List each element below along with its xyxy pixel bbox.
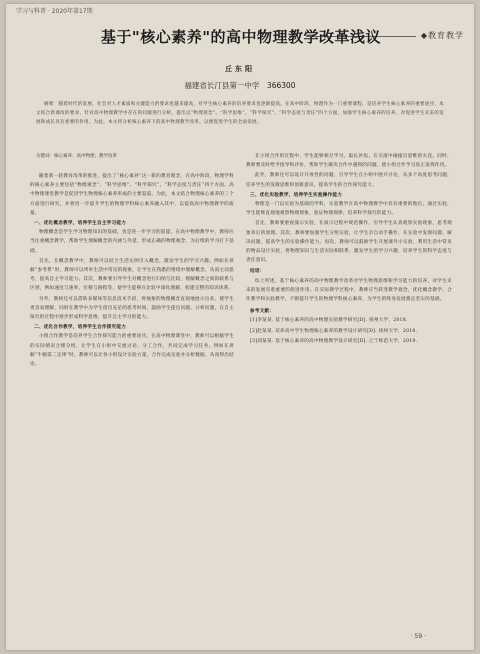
abstract: 摘要：随着时代的发展，社会对人才素质和关键能力的要求也越来越高，对学生核心素养的培养要求也逐渐提高。在高中阶段，物理作为一门重要课程，是培养学生核心素养的重要途径，本文结合新课改的要求，针对高中物理教学中存在的问题进行分析，提出以“物理观念”、“科学思维”、“科学探究”、“科学态度与责任”四个方面，加强学生核心素养的培养，对促进学生未来的发展和成长具有重要的作用。为此，本文将分析核心素养下的高中物理教学改革，以便促进学生的全面发展。 xyxy=(36,102,444,125)
article-author: 丘东阳 xyxy=(225,64,255,73)
section1-paragraph: 首先，在概念教学中，教师可以结合生活实例引入概念，激发学生的学习兴趣。例如在讲解“参考系”时，教师可以列举生活中常见的现象，让学生在熟悉的情境中理解概念，从而主动思考，提高自主学习能力。其次，教师要引导学生对概念进行归纳与比较，理解概念之间的联系与区别，例如速度与速率、位移与路程等，使学生能够在比较中深化理解，构建完整的知识体系。 xyxy=(30,258,234,292)
reference-item: [3]刘某某. 基于核心素养的高中物理教学设计研究[D]. 辽宁师范大学，2019. xyxy=(250,338,418,344)
author-affiliation: 福建省长汀县第一中学 366300 xyxy=(184,81,296,90)
column-tag: ◆教育教学 xyxy=(420,31,464,40)
running-head: 学习与科普 · 2020年第17期 xyxy=(16,8,93,15)
keywords: 关键词：核心素养；高中物理；教学改革 xyxy=(36,154,117,159)
section1-paragraph: 物理概念是学生学习物理知识的基础，也是进一步学习的前提。在高中物理教学中，教师应当注重概念教学，帮助学生理解概念的内涵与外延，形成正确的物理观念，为后续的学习打下基础。 xyxy=(30,230,234,254)
reference-item: [2]赵某某. 培养高中学生物理核心素养的教学设计研究[D]. 扬州大学，2018. xyxy=(250,328,418,334)
section1-paragraph: 另外，教师还可以借助多媒体等信息技术手段，将抽象的物理概念直观地展示出来，使学生更容易理解，同时在教学中为学生留出充足的思考时间，鼓励学生提出问题、分析问题，在自主探究的过程中逐步形成科学思维，提升自主学习的能力。 xyxy=(30,296,234,321)
article-title: 基于"核心素养"的高中物理教学改革浅议 xyxy=(100,28,382,46)
section-heading-3: 三、优化实验教学，培养学生实验操作能力 xyxy=(250,192,343,198)
right-column xyxy=(246,152,452,622)
conclusion-paragraph: 综上所述，基于核心素养的高中物理教学改革对学生物理思维和学习能力的培养，对学生未来的发展有着重要的促进作用。在实际教学过程中，教师应当转变教学观念，优化概念教学、合作教学和实验教学，不断提升学生的物理学科核心素养，为学生的终身发展奠定坚实的基础。 xyxy=(246,278,452,303)
page-number: · 59 · xyxy=(410,633,426,640)
section3-paragraph: 物理是一门以实验为基础的学科，实验教学在高中物理教学中具有重要的地位。通过实验，学生能够直观地观察物理现象，验证物理规律，培养科学探究的能力。 xyxy=(246,202,452,217)
conclusion-label: 结语： xyxy=(250,269,265,275)
section2-paragraph: 小组合作教学是培养学生合作探究能力的重要途径。在高中物理课堂中，教师可以根据学生的实际情况合理分组，让学生在小组中交流讨论、分工合作，共同完成学习任务。例如在讲解“牛顿第二定律”时，教师可以让各小组设计实验方案，合作完成实验并分析数据，从而得出结论。 xyxy=(30,334,234,368)
right-paragraph: 此外，教师还可以设计开放性的问题，引导学生在小组中展开讨论，从多个角度思考问题，培养学生的发散思维和创新意识，提高学生的合作探究能力。 xyxy=(246,173,452,188)
section3-paragraph: 首先，教师要重视演示实验，在演示过程中规范操作，引导学生认真观察实验现象，思考现象背后的原理。其次，教师要加强学生分组实验，让学生亲自动手操作，在实验中发现问题、解决问题，提高学生的实验操作能力。再次，教师可以鼓励学生开展课外小实验，利用生活中常见的物品设计实验，将物理知识与生活实际相联系，激发学生的学习兴趣，培养学生的科学态度与责任意识。 xyxy=(246,221,452,264)
section-heading-2: 二、优化合作教学，培养学生合作探究能力 xyxy=(34,325,127,331)
left-column xyxy=(30,172,234,612)
journal-page xyxy=(6,4,474,650)
intro-paragraph: 随着新一轮教育改革的推进，提出了“核心素养”这一新的教育理念，在高中阶段，物理学科的核心素养主要包括“物理观念”、“科学思维”、“科学探究”、“科学态度与责任”四个方面。高中物理课堂教学是促进学生物理核心素养形成的主要渠道。为此，本文结合物理核心素养的三个方面进行研究，并将进一步提升学生的物理学科核心素养融入其中，以提高高中物理教学的质量。 xyxy=(30,174,234,216)
right-paragraph: 在小组合作的过程中，学生能够相互学习、取长补短，在交流中碰撞出思维的火花。同时，教师要及时给予指导和评价，帮助学生解决合作中遇到的问题，使小组合作学习真正发挥作用。 xyxy=(246,154,452,169)
section-heading-1: 一、优化概念教学，培养学生自主学习能力 xyxy=(34,221,127,227)
reference-item: [1]李某某. 基于核心素养的高中物理实验教学研究[D]. 扬州大学，2018. xyxy=(250,318,408,324)
references-title: 参考文献： xyxy=(250,309,275,315)
